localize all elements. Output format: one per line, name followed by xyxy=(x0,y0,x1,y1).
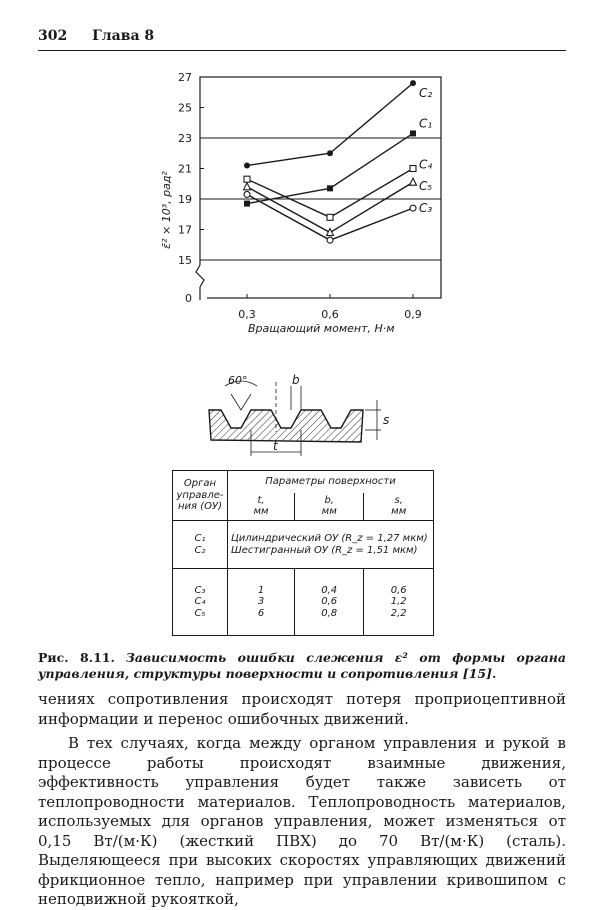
data-point xyxy=(244,162,250,168)
data-point xyxy=(327,185,333,191)
page-number: 302 xyxy=(38,28,68,44)
y-tick-label: 19 xyxy=(178,193,192,206)
body-paragraph-1: чениях сопротивления происходят потеря проприоцептивной информации и перенос ошибочных движений. xyxy=(38,690,566,728)
row-s-values: 0,6 1,2 2,2 xyxy=(364,569,434,636)
data-point xyxy=(327,237,333,243)
angle-guides xyxy=(231,394,251,410)
data-point xyxy=(244,191,250,197)
y-tick-label: 23 xyxy=(178,132,192,145)
col-t-header: t, мм xyxy=(228,493,295,521)
body-paragraph-2: В тех случаях, когда между органом управления и рукой в процессе работы происходят взаимные движения, эффективность управления будет также зависеть от теплопроводности материалов. Теплопроводность материалов, используемых для органов управления, может изменяться от 0,15 Вт/(м·К) (жесткий ПВХ) до 70 Вт/(м·К) (сталь). Выделяющееся при высоких скоростях управляющих движений фрикционное тепло, например при управлении кривошипом с неподвижной рукояткой, xyxy=(38,734,566,908)
angle-label: 60° xyxy=(228,374,248,387)
row-organ-c1-c2: C₁ C₂ xyxy=(173,521,228,569)
width-label: b xyxy=(292,373,300,387)
chapter-title: Глава 8 xyxy=(92,28,155,44)
data-point xyxy=(410,130,416,136)
data-point xyxy=(244,201,250,207)
data-point xyxy=(410,205,416,211)
series-group xyxy=(244,80,433,243)
surface-profile-diagram xyxy=(195,372,395,462)
y-tick-label: 27 xyxy=(178,71,192,84)
legend-label: C₅ xyxy=(419,179,433,194)
error-chart xyxy=(0,0,600,360)
caption-text: Зависимость ошибки слежения ε² от формы органа управления, структуры поверхности и сопротивления [15]. xyxy=(38,650,566,681)
pitch-label: t xyxy=(273,439,278,453)
legend-label: C₄ xyxy=(419,157,433,172)
legend-label: C₁ xyxy=(419,116,433,131)
data-point xyxy=(327,150,333,156)
y-tick-label: 15 xyxy=(178,254,192,267)
data-point xyxy=(327,214,333,220)
data-point xyxy=(410,80,416,86)
row-t-values: 1 3 6 xyxy=(228,569,295,636)
y-axis-label: ε̄² × 10³, рад² xyxy=(160,171,173,249)
y-tick-label: 17 xyxy=(178,223,192,237)
data-point xyxy=(410,166,416,172)
thread-profile xyxy=(209,410,363,442)
series-line xyxy=(247,133,413,203)
data-point xyxy=(244,176,250,182)
x-tick-label: 0,6 xyxy=(321,308,339,321)
legend-label: C₃ xyxy=(419,201,433,216)
x-tick-label: 0,3 xyxy=(238,308,256,321)
row-b-values: 0,4 0,6 0,8 xyxy=(295,569,364,636)
data-point xyxy=(244,183,251,190)
row-organ-c3-c5: C₃ C₄ C₅ xyxy=(173,569,228,636)
surface-params-table xyxy=(172,470,434,636)
table-row xyxy=(173,569,434,636)
x-tick-label: 0,9 xyxy=(404,308,422,321)
data-point xyxy=(410,178,417,185)
col-s-header: s, мм xyxy=(364,493,434,521)
row-desc-c1-c2: Цилиндрический ОУ (R_z = 1,27 мкм) Шестигранный ОУ (R_z = 1,51 мкм) xyxy=(228,521,434,569)
data-point xyxy=(327,229,334,236)
y-tick-label: 0 xyxy=(185,292,192,305)
y-tick-label: 21 xyxy=(178,162,192,176)
gridlines xyxy=(200,138,441,260)
y-tick-label: 25 xyxy=(178,101,192,115)
col-b-header: b, мм xyxy=(295,493,364,521)
figure-caption xyxy=(38,650,566,682)
height-label: s xyxy=(383,413,390,427)
header-organ: Орган управле-ния (ОУ) xyxy=(173,471,228,521)
axis-break-icon xyxy=(193,265,207,300)
header-params: Параметры поверхности xyxy=(228,471,434,493)
legend-label: C₂ xyxy=(419,86,433,101)
table-row xyxy=(173,521,434,569)
x-axis-label: Вращающий момент, Н·м xyxy=(248,322,395,335)
caption-label: Рис. 8.11. xyxy=(38,650,115,665)
series-line xyxy=(247,169,413,218)
